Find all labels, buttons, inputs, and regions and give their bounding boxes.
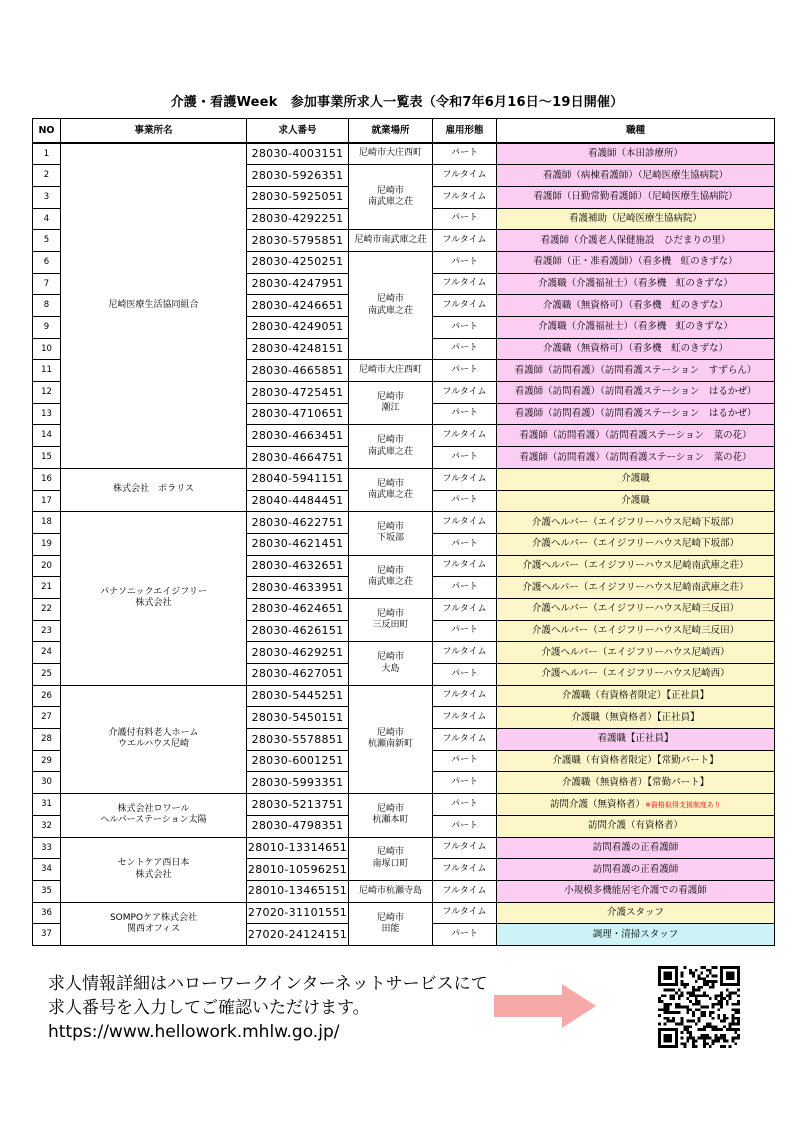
job-number[interactable]: 28030-4627051 [247,664,349,686]
org-name [61,837,247,902]
row-number: 20 [33,555,61,577]
row-number: 33 [33,837,61,859]
cell-line-2: 株式会社 [135,869,172,880]
employment-type: フルタイム [433,880,497,902]
employment-type: パート [433,143,497,165]
footer-note [48,972,488,1044]
employment-type: フルタイム [433,685,497,707]
employment-type: パート [433,924,497,946]
job-type [497,533,775,555]
employment-type: フルタイム [433,707,497,729]
cell-line-2: 南武庫之荘 [367,446,413,457]
row-number: 28 [33,729,61,751]
job-type-label: 看護師（正・准看護師）（看多機 虹のきずな） [533,256,738,268]
cell-line-2: 南塚口町 [372,858,409,869]
row-number: 12 [33,382,61,404]
job-type-label: 訪問看護の正看護師 [592,841,679,853]
employment-type: パート [433,815,497,837]
job-type [497,815,775,837]
job-type [497,360,775,382]
employment-type: フルタイム [433,598,497,620]
cell-line-2: 南武庫之荘 [367,197,413,208]
employment-type: フルタイム [433,165,497,187]
job-number[interactable]: 28030-4663451 [247,425,349,447]
job-number[interactable]: 28030-4632651 [247,555,349,577]
job-type [497,208,775,230]
job-type [497,555,775,577]
row-number: 29 [33,750,61,772]
employment-type: フルタイム [433,642,497,664]
table-row [33,468,775,490]
job-type [497,165,775,187]
cell-line-1: 尼崎医療生活協同組合 [108,300,199,311]
employment-type: フルタイム [433,837,497,859]
table-row [33,794,775,816]
table-row [33,685,775,707]
job-number[interactable]: 28030-5578851 [247,729,349,751]
work-location [349,425,433,468]
employment-type: パート [433,447,497,469]
cell-line-2: 杭瀬南新町 [367,739,413,750]
job-type-label: 看護師（介護老人保健施設 ひだまりの里） [540,234,731,246]
work-location [349,468,433,511]
cell-line-2: 三反田町 [372,620,409,631]
work-location [349,360,433,382]
work-location [349,880,433,902]
row-number: 34 [33,859,61,881]
footer-line-2: 求人番号を入力してご確認いただけます。 [48,998,370,1018]
cell-line-1: 尼崎市 [376,294,404,305]
page-title: 介護・看護Week 参加事業所求人一覧表（令和7年6月16日～19日開催） [170,95,624,110]
job-number[interactable]: 28040-4484451 [247,490,349,512]
job-type [497,490,775,512]
job-number[interactable]: 28010-13465151 [247,880,349,902]
employment-type: フルタイム [433,729,497,751]
work-location [349,598,433,641]
job-type [497,425,775,447]
job-type-label: 介護ヘルパー（エイジフリーハウス尼崎三反田） [531,603,740,615]
job-type-label: 介護ヘルパー（エイジフリーハウス尼崎下坂部） [531,516,740,528]
employment-type: パート [433,577,497,599]
cell-line-1: 尼崎市杭瀬寺島 [358,885,422,896]
job-number[interactable]: 28030-4292251 [247,208,349,230]
job-type-label: 介護職（有資格者限定）【正社員】 [561,690,710,702]
job-type [497,685,775,707]
job-type [497,620,775,642]
job-number[interactable]: 28030-4725451 [247,382,349,404]
cell-line-2: 大島 [381,663,400,674]
cell-line-1: 株式会社ロワール [117,804,190,815]
row-number: 18 [33,512,61,534]
cell-line-1: 尼崎市 [376,804,404,815]
table-row [33,837,775,859]
employment-type: フルタイム [433,230,497,252]
table-row [33,902,775,924]
employment-type: フルタイム [433,468,497,490]
cell-line-2: 南武庫之荘 [367,576,413,587]
job-number[interactable]: 28030-4621451 [247,533,349,555]
employment-type: パート [433,403,497,425]
cell-line-1: パナソニックエイジフリー [100,587,207,598]
job-type [497,273,775,295]
employment-type: フルタイム [433,273,497,295]
employment-type: パート [433,208,497,230]
row-number: 27 [33,707,61,729]
org-name [61,468,247,511]
job-type-note: ※資格取得支援制度あり [645,800,721,809]
work-location [349,512,433,555]
work-location [349,230,433,252]
job-type-label: 調理・清掃スタッフ [592,928,679,940]
cell-line-1: 尼崎市大庄西町 [358,365,422,376]
cell-line-2: 関西オフィス [126,923,180,934]
job-type-label: 介護職（無資格者）【正社員】 [571,711,700,723]
row-number: 19 [33,533,61,555]
employment-type: パート [433,664,497,686]
job-type-label: 訪問介護（無資格者） [550,798,646,810]
job-number[interactable]: 27020-24124151 [247,924,349,946]
job-type [497,837,775,859]
row-number: 32 [33,815,61,837]
work-location [349,555,433,598]
job-type [497,902,775,924]
cell-line-1: 尼崎市 [376,478,404,489]
job-type [497,664,775,686]
job-type [497,750,775,772]
cell-line-1: SOMPOケア株式会社 [109,912,198,923]
org-name [61,902,247,945]
row-number: 13 [33,403,61,425]
job-type-label: 看護補助（尼崎医療生協病院） [568,212,702,224]
job-type-label: 介護職（無資格可）（看多機 虹のきずな） [542,299,729,311]
job-type [497,772,775,794]
job-type-label: 介護ヘルパー（エイジフリーハウス尼崎三反田） [531,625,740,637]
row-number: 2 [33,165,61,187]
employment-type: パート [433,251,497,273]
work-location [349,902,433,945]
job-type [497,251,775,273]
employment-type: パート [433,620,497,642]
job-type-label: 介護職（介護福祉士）（看多機 虹のきずな） [538,278,733,290]
row-number: 23 [33,620,61,642]
row-number: 9 [33,317,61,339]
row-number: 24 [33,642,61,664]
employment-type: フルタイム [433,555,497,577]
cell-line-2: 田能 [381,923,400,934]
work-location [349,642,433,685]
cell-line-1: 尼崎市 [376,185,404,196]
row-number: 22 [33,598,61,620]
employment-type: パート [433,772,497,794]
job-type-label: 看護師（訪問看護）（訪問看護ステーション はるかぜ） [514,386,757,398]
job-number[interactable]: 28010-10596251 [247,859,349,881]
table-header-row [33,119,775,144]
cell-line-1: 尼崎市 [376,565,404,576]
job-type [497,729,775,751]
job-number[interactable]: 28030-4633951 [247,577,349,599]
work-location [349,685,433,793]
row-number: 15 [33,447,61,469]
job-type [497,924,775,946]
right-arrow-icon [494,984,596,1028]
row-number: 35 [33,880,61,902]
header-org: 事業所名 [61,119,247,144]
footer-url[interactable]: https://www.hellowork.mhlw.go.jp/ [48,1022,340,1042]
job-type [497,707,775,729]
work-location [349,165,433,230]
row-number: 16 [33,468,61,490]
employment-type: パート [433,750,497,772]
job-type [497,447,775,469]
job-type [497,598,775,620]
employment-type: パート [433,317,497,339]
job-number[interactable]: 28030-4246651 [247,295,349,317]
employment-type: フルタイム [433,295,497,317]
job-type-label: 看護職【正社員】 [597,733,674,745]
work-location [349,251,433,359]
cell-line-1: 尼崎市 [376,847,404,858]
cell-line-1: 株式会社 ポラリス [113,484,194,495]
job-number[interactable]: 28010-13314651 [247,837,349,859]
row-number: 25 [33,664,61,686]
job-type-label: 介護ヘルパー（エイジフリーハウス尼崎下坂部） [531,538,740,550]
job-type-label: 看護師（訪問看護）（訪問看護ステーション 菜の花） [519,429,752,441]
work-location [349,837,433,880]
row-number: 10 [33,338,61,360]
job-number[interactable]: 28030-4664751 [247,447,349,469]
cell-line-1: セントケア西日本 [117,858,190,869]
employment-type: パート [433,794,497,816]
job-type-label: 看護師（本田診療所） [587,148,683,160]
row-number: 37 [33,924,61,946]
job-type [497,230,775,252]
cell-line-1: 介護付有料老人ホーム [108,728,199,739]
job-type-label: 介護ヘルパー（エイジフリーハウス尼崎南武庫之荘） [522,581,749,593]
row-number: 5 [33,230,61,252]
job-number[interactable]: 28030-5450151 [247,707,349,729]
row-number: 21 [33,577,61,599]
work-location [349,143,433,165]
employment-type: パート [433,338,497,360]
employment-type: フルタイム [433,186,497,208]
header-job-type: 職種 [497,119,775,144]
cell-line-2: ヘルパーステーション太陽 [100,815,207,826]
job-listing-table [32,118,775,946]
job-number[interactable]: 28030-4250251 [247,251,349,273]
job-type-label: 看護師（病棟看護師）（尼崎医療生協病院） [542,169,729,181]
row-number: 11 [33,360,61,382]
job-type-label: 看護師（訪問看護）（訪問看護ステーション 菜の花） [519,451,752,463]
employment-type: フルタイム [433,425,497,447]
cell-line-1: 尼崎市 [376,912,404,923]
job-number[interactable]: 28030-5925051 [247,186,349,208]
org-name [61,685,247,793]
job-number[interactable]: 28030-4624651 [247,598,349,620]
cell-line-2: 下坂部 [376,533,404,544]
row-number: 14 [33,425,61,447]
job-type-label: 介護職（無資格者）【常勤パート】 [561,776,710,788]
job-number[interactable]: 28030-5445251 [247,685,349,707]
cell-line-1: 尼崎市南武庫之荘 [354,234,427,245]
job-type-label: 介護ヘルパー（エイジフリーハウス尼崎西） [541,646,730,658]
job-type [497,880,775,902]
job-number[interactable]: 28030-5213751 [247,794,349,816]
job-number[interactable]: 28030-6001251 [247,750,349,772]
cell-line-2: 株式会社 [135,598,172,609]
row-number: 7 [33,273,61,295]
row-number: 8 [33,295,61,317]
job-type [497,186,775,208]
header-employment: 雇用形態 [433,119,497,144]
job-type [497,512,775,534]
employment-type: フルタイム [433,512,497,534]
job-type-label: 介護職（介護福祉士）（看多機 虹のきずな） [538,321,733,333]
job-type [497,577,775,599]
row-number: 3 [33,186,61,208]
cell-line-2: 潮江 [381,403,400,414]
qr-code-icon[interactable] [658,966,740,1048]
row-number: 4 [33,208,61,230]
row-number: 36 [33,902,61,924]
header-location: 就業場所 [349,119,433,144]
cell-line-2: ウエルハウス尼崎 [117,739,190,750]
cell-line-1: 尼崎市 [376,392,404,402]
job-number[interactable]: 28030-5993351 [247,772,349,794]
work-location [349,382,433,425]
employment-type: パート [433,490,497,512]
job-number[interactable]: 28030-4622751 [247,512,349,534]
job-type-label: 看護師（訪問看護）（訪問看護ステーション はるかぜ） [514,408,757,420]
job-number[interactable]: 28030-4247951 [247,273,349,295]
job-type [497,859,775,881]
row-number: 1 [33,143,61,165]
job-type [497,642,775,664]
job-number[interactable]: 28030-4248151 [247,338,349,360]
job-type-label: 看護師（訪問看護）（訪問看護ステーション すずらん） [514,364,757,376]
job-type [497,317,775,339]
row-number: 31 [33,794,61,816]
job-type-label: 小規模多機能居宅介護での看護師 [564,885,707,897]
row-number: 6 [33,251,61,273]
job-number[interactable]: 28030-4003151 [247,143,349,165]
employment-type: フルタイム [433,902,497,924]
cell-line-1: 尼崎市 [376,522,404,533]
job-type-label: 介護職（有資格者限定）【常勤パート】 [552,755,719,767]
job-type-label: 訪問看護の正看護師 [592,863,679,875]
job-number[interactable]: 28030-5795851 [247,230,349,252]
job-type [497,403,775,425]
job-type-label: 介護ヘルパー（エイジフリーハウス尼崎南武庫之荘） [522,559,749,571]
cell-line-1: 尼崎市大庄西町 [358,148,422,159]
header-job-number: 求人番号 [247,119,349,144]
job-number[interactable]: 28030-4249051 [247,317,349,339]
job-type-label: 介護ヘルパー（エイジフリーハウス尼崎西） [541,668,730,680]
job-number[interactable]: 28030-4629251 [247,642,349,664]
row-number: 30 [33,772,61,794]
cell-line-2: 南武庫之荘 [367,305,413,316]
job-type-label: 介護職（無資格可）（看多機 虹のきずな） [542,343,729,355]
row-number: 17 [33,490,61,512]
job-type-label: 介護職 [621,494,650,506]
job-type-label: 介護職 [621,473,650,485]
table-row [33,143,775,165]
job-type-label: 訪問介護（有資格者） [587,820,683,832]
job-type [497,468,775,490]
work-location [349,794,433,837]
cell-line-2: 杭瀬本町 [372,815,409,826]
table-row [33,512,775,534]
org-name [61,143,247,468]
cell-line-1: 尼崎市 [376,435,404,446]
footer-line-1: 求人情報詳細はハローワークインターネットサービスにて [48,974,488,994]
job-type [497,382,775,404]
job-number[interactable]: 28030-5926351 [247,165,349,187]
job-type-label: 介護スタッフ [606,906,664,918]
job-number[interactable]: 28030-4626151 [247,620,349,642]
job-type-label: 看護師（日勤常勤看護師）（尼崎医療生協病院） [533,191,738,203]
employment-type: フルタイム [433,859,497,881]
row-number: 26 [33,685,61,707]
job-number[interactable]: 28040-5941151 [247,468,349,490]
job-type [497,143,775,165]
cell-line-1: 尼崎市 [376,728,404,739]
org-name [61,512,247,686]
job-type [497,794,775,816]
cell-line-1: 尼崎市 [376,608,404,619]
org-name [61,794,247,837]
job-number[interactable]: 28030-4798351 [247,815,349,837]
cell-line-2: 南武庫之荘 [367,490,413,500]
employment-type: パート [433,533,497,555]
cell-line-1: 尼崎市 [376,652,404,663]
job-type [497,338,775,360]
job-number[interactable]: 27020-31101551 [247,902,349,924]
job-number[interactable]: 28030-4665851 [247,360,349,382]
employment-type: パート [433,360,497,382]
header-no: NO [33,119,61,144]
employment-type: フルタイム [433,382,497,404]
job-number[interactable]: 28030-4710651 [247,403,349,425]
job-type [497,295,775,317]
